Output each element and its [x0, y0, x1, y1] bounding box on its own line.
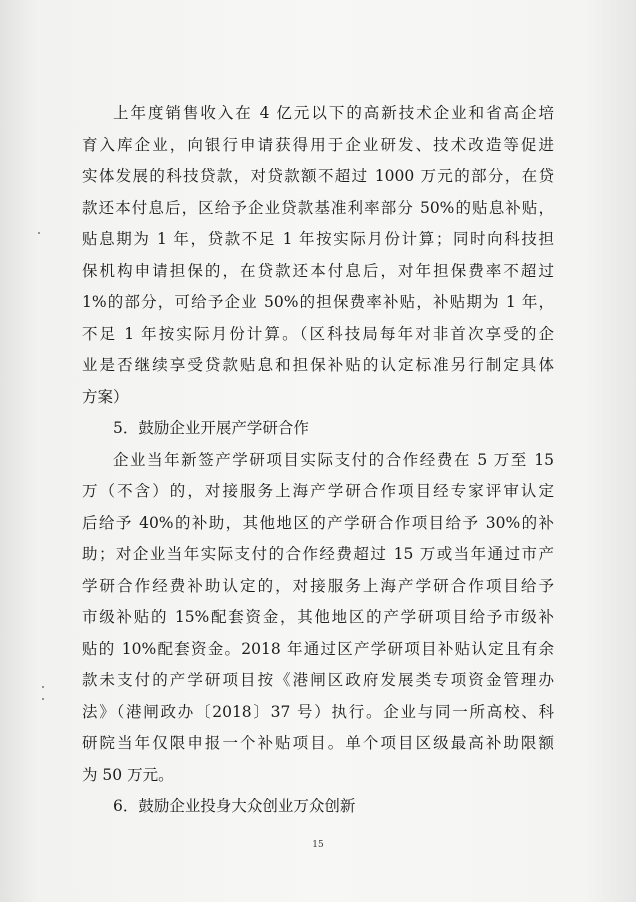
- section-heading-5: 5．鼓励企业开展产学研合作: [113, 419, 309, 437]
- p2-line-2: 万（不含）的，对接服务上海产学研合作项目经专家评审认定: [82, 482, 554, 500]
- p2-line-4: 助；对企业当年实际支付的合作经费超过 15 万或当年通过市产: [82, 545, 554, 563]
- p2-line-11: 为 50 万元。: [82, 765, 174, 784]
- p1-line-3: 实体发展的科技贷款，对贷款额不超过 1000 万元的部分，在贷: [82, 167, 554, 185]
- p2-line-7: 贴的 10%配套资金。2018 年通过区产学研项目补贴认定且有余: [82, 639, 554, 658]
- p1-line-10: 方案）: [82, 387, 129, 406]
- scan-speck: [42, 686, 44, 688]
- section-heading-6: 6．鼓励企业投身大众创业万众创新: [113, 797, 356, 815]
- p1-line-1: 上年度销售收入在 4 亿元以下的高新技术企业和省高企培: [113, 104, 554, 122]
- p1-line-9: 业是否继续享受贷款贴息和担保补贴的认定标准另行制定具体: [82, 356, 554, 374]
- p2-line-5: 学研合作经费补助认定的，对接服务上海产学研合作项目给予: [82, 576, 554, 595]
- body-text: [82, 98, 554, 823]
- p2-line-9: 法》（港闸政办〔2018〕37 号）执行。企业与同一所高校、科: [82, 702, 554, 721]
- scan-speck: [42, 698, 44, 700]
- p2-line-10: 研院当年仅限申报一个补贴项目。单个项目区级最高补助限额: [82, 734, 554, 752]
- p2-line-8: 款未支付的产学研项目按《港闸区政府发展类专项资金管理办: [82, 671, 554, 689]
- p1-line-5: 贴息期为 1 年，贷款不足 1 年按实际月份计算；同时向科技担: [82, 230, 554, 248]
- p1-line-4: 款还本付息后，区给予企业贷款基准利率部分 50%的贴息补贴，: [82, 198, 554, 217]
- p1-line-2: 育入库企业，向银行申请获得用于企业研发、技术改造等促进: [82, 135, 554, 154]
- page-number: 15: [312, 840, 324, 850]
- p2-line-3: 后给予 40%的补助，其他地区的产学研合作项目给予 30%的补: [82, 513, 554, 532]
- p2-line-1: 企业当年新签产学研项目实际支付的合作经费在 5 万至 15: [113, 450, 554, 469]
- p1-line-8: 不足 1 年按实际月份计算。（区科技局每年对非首次享受的企: [82, 324, 554, 343]
- p1-line-7: 1%的部分，可给予企业 50%的担保费率补贴，补贴期为 1 年，: [82, 293, 554, 311]
- p2-line-6: 市级补贴的 15%配套资金，其他地区的产学研项目给予市级补: [82, 608, 554, 626]
- p1-line-6: 保机构申请担保的，在贷款还本付息后，对年担保费率不超过: [82, 261, 554, 280]
- scan-speck: [38, 232, 40, 234]
